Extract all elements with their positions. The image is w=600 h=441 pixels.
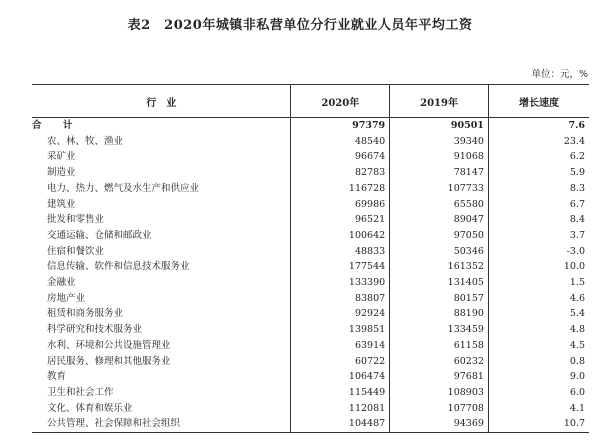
table-row bbox=[32, 416, 589, 432]
growth-cell: 7.6 bbox=[568, 120, 585, 131]
growth-cell: 6.7 bbox=[569, 198, 585, 210]
unit-note: 单位：元，% bbox=[531, 69, 588, 80]
value-2019-cell: 50346 bbox=[390, 244, 489, 260]
industry-cell: 交通运输、仓储和邮政业 bbox=[32, 228, 291, 244]
table-row bbox=[32, 197, 589, 213]
table-body bbox=[32, 118, 589, 433]
table-title: 表2 2020年城镇非私营单位分行业就业人员年平均工资 bbox=[127, 18, 473, 33]
table-row bbox=[32, 354, 589, 370]
industry-cell: 建筑业 bbox=[32, 197, 291, 213]
industry-cell: 教育 bbox=[32, 369, 291, 385]
value-2020-cell: 112081 bbox=[291, 401, 390, 417]
value-2019-cell: 89047 bbox=[390, 212, 489, 228]
value-2019-cell: 65580 bbox=[390, 197, 489, 213]
table-row bbox=[32, 149, 589, 165]
table-row bbox=[32, 291, 589, 307]
value-2019-cell: 91068 bbox=[390, 149, 489, 165]
growth-cell: 10.7 bbox=[488, 416, 589, 432]
growth-cell: 9.0 bbox=[569, 371, 585, 383]
value-2019-cell: 107708 bbox=[390, 401, 489, 417]
value-2019-cell: 97050 bbox=[390, 228, 489, 244]
industry-cell: 批发和零售业 bbox=[32, 212, 291, 228]
industry-cell: 信息传输、软件和信息技术服务业 bbox=[32, 259, 291, 275]
table-row bbox=[32, 369, 589, 385]
header-2020: 2020年 bbox=[291, 85, 390, 118]
value-2020-cell: 115449 bbox=[291, 385, 390, 401]
growth-cell: 4.6 bbox=[569, 292, 585, 304]
industry-cell: 居民服务、修理和其他服务业 bbox=[32, 354, 291, 370]
table-row bbox=[32, 275, 589, 291]
growth-cell: 8.4 bbox=[569, 214, 585, 226]
wage-table bbox=[32, 84, 589, 433]
growth-cell: 4.8 bbox=[569, 324, 585, 336]
table-row bbox=[32, 244, 589, 260]
value-2020-cell: 177544 bbox=[291, 259, 390, 275]
value-2020-cell: 96521 bbox=[291, 212, 390, 228]
table-row bbox=[32, 306, 589, 322]
industry-cell: 金融业 bbox=[32, 275, 291, 291]
table-row bbox=[32, 212, 589, 228]
growth-cell: 5.9 bbox=[569, 167, 585, 179]
industry-cell: 电力、热力、燃气及水生产和供应业 bbox=[32, 181, 291, 197]
value-2020-cell: 48540 bbox=[291, 134, 390, 150]
table-row bbox=[32, 385, 589, 401]
total-row bbox=[32, 118, 589, 134]
value-2019-cell: 88190 bbox=[390, 306, 489, 322]
growth-cell: 10.0 bbox=[563, 261, 585, 273]
industry-cell: 科学研究和技术服务业 bbox=[32, 322, 291, 338]
header-growth: 增长速度 bbox=[488, 85, 589, 118]
value-2020-cell: 92924 bbox=[291, 306, 390, 322]
value-2019-cell: 107733 bbox=[390, 181, 489, 197]
value-2020-cell: 100642 bbox=[291, 228, 390, 244]
growth-cell: 4.1 bbox=[569, 402, 585, 414]
value-2019-cell: 39340 bbox=[390, 134, 489, 150]
value-2020-cell: 104487 bbox=[291, 416, 390, 432]
table-row bbox=[32, 322, 589, 338]
industry-cell: 水利、环境和公共设施管理业 bbox=[32, 338, 291, 354]
value-2019-cell: 94369 bbox=[390, 416, 489, 432]
value-2020-cell: 63914 bbox=[291, 338, 390, 354]
growth-cell: 1.5 bbox=[569, 277, 585, 289]
growth-cell: 6.2 bbox=[569, 151, 585, 163]
table-row bbox=[32, 401, 589, 417]
industry-cell: 租赁和商务服务业 bbox=[32, 306, 291, 322]
growth-cell: 5.4 bbox=[569, 308, 585, 320]
header-row bbox=[32, 85, 589, 118]
value-2020-cell: 60722 bbox=[291, 354, 390, 370]
value-2020-cell: 96674 bbox=[291, 149, 390, 165]
industry-cell: 制造业 bbox=[32, 165, 291, 181]
growth-cell: 6.0 bbox=[569, 386, 585, 398]
growth-cell: 23.4 bbox=[563, 135, 585, 147]
value-2020-cell: 83807 bbox=[291, 291, 390, 307]
value-2020-cell: 69986 bbox=[291, 197, 390, 213]
value-2019-cell: 97681 bbox=[390, 369, 489, 385]
value-2019-cell: 60232 bbox=[390, 354, 489, 370]
value-2019-cell: 61158 bbox=[390, 338, 489, 354]
value-2019-cell: 80157 bbox=[390, 291, 489, 307]
value-2019-cell: 133459 bbox=[390, 322, 489, 338]
table-row bbox=[32, 181, 589, 197]
table-row bbox=[32, 228, 589, 244]
value-2020-cell: 82783 bbox=[291, 165, 390, 181]
value-2020-cell: 106474 bbox=[291, 369, 390, 385]
value-2019-cell: 90501 bbox=[390, 118, 489, 134]
industry-cell: 房地产业 bbox=[32, 291, 291, 307]
growth-cell: 3.7 bbox=[569, 229, 585, 241]
growth-cell: 0.8 bbox=[569, 355, 585, 367]
value-2019-cell: 161352 bbox=[390, 259, 489, 275]
value-2020-cell: 116728 bbox=[291, 181, 390, 197]
table-row bbox=[32, 165, 589, 181]
header-2019: 2019年 bbox=[390, 85, 489, 118]
value-2019-cell: 78147 bbox=[390, 165, 489, 181]
value-2020-cell: 133390 bbox=[291, 275, 390, 291]
industry-cell: 农、林、牧、渔业 bbox=[32, 134, 291, 150]
table-row bbox=[32, 259, 589, 275]
industry-cell: 公共管理、社会保障和社会组织 bbox=[32, 416, 291, 432]
table-row bbox=[32, 134, 589, 150]
table-row bbox=[32, 338, 589, 354]
growth-cell: 8.3 bbox=[569, 182, 585, 194]
header-industry: 行 业 bbox=[32, 85, 291, 118]
growth-cell: -3.0 bbox=[566, 245, 585, 257]
value-2019-cell: 131405 bbox=[390, 275, 489, 291]
value-2020-cell: 139851 bbox=[291, 322, 390, 338]
growth-cell: 4.5 bbox=[569, 339, 585, 351]
industry-cell: 合 计 bbox=[32, 118, 291, 134]
value-2020-cell: 48833 bbox=[291, 244, 390, 260]
value-2019-cell: 108903 bbox=[390, 385, 489, 401]
industry-cell: 采矿业 bbox=[32, 149, 291, 165]
industry-cell: 卫生和社会工作 bbox=[32, 385, 291, 401]
industry-cell: 住宿和餐饮业 bbox=[32, 244, 291, 260]
value-2020-cell: 97379 bbox=[291, 118, 390, 134]
industry-cell: 文化、体育和娱乐业 bbox=[32, 401, 291, 417]
